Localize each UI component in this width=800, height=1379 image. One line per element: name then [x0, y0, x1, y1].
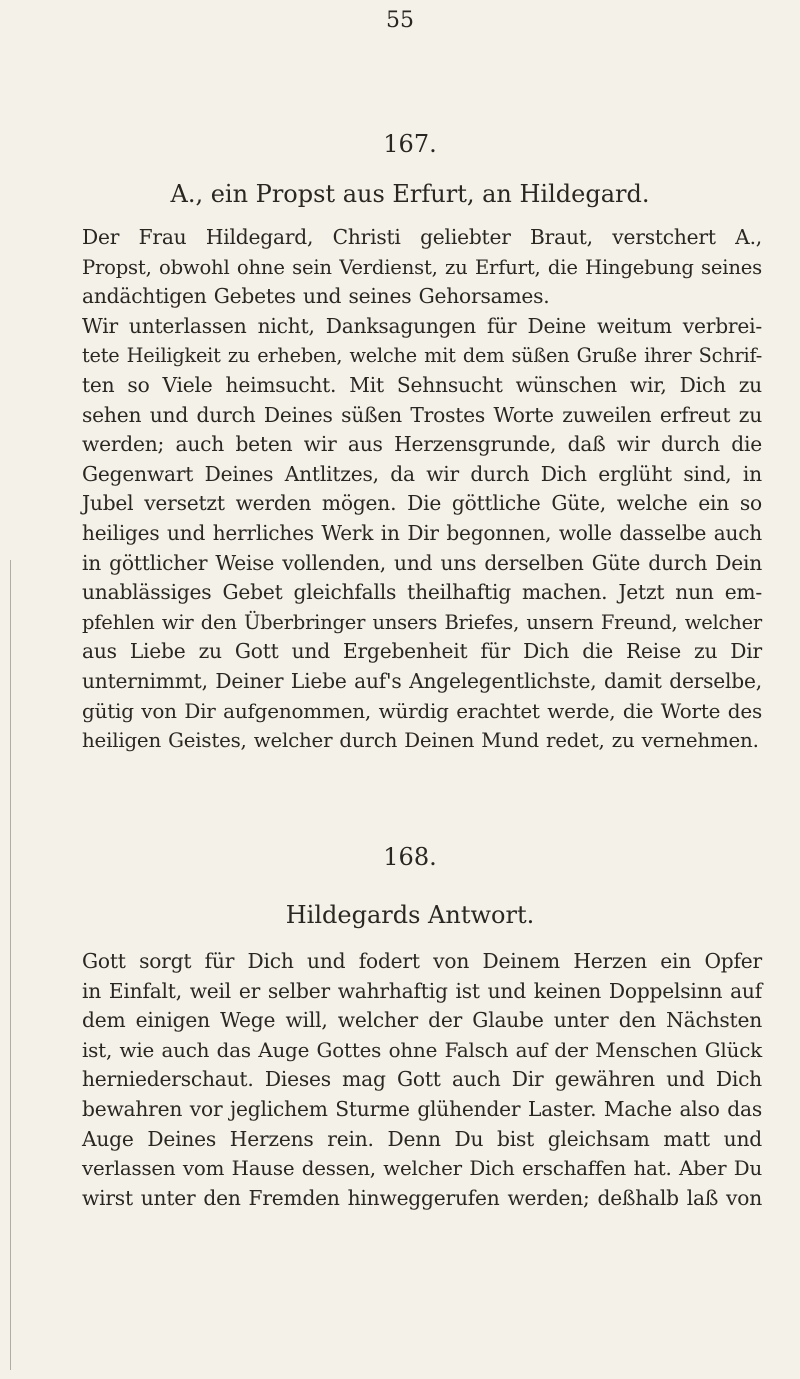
letter-body: [58, 947, 762, 1213]
paragraph: [58, 947, 762, 1213]
letter-number: 167.: [383, 130, 437, 158]
page-edge-shadow: [10, 560, 11, 1370]
text-line: Wir unterlassen nicht, Danksagungen für Deine weitum verbrei-: [82, 313, 762, 338]
text-line: Der Frau Hildegard, Christi geliebter Braut, verstchert A.,: [82, 225, 762, 249]
text-line: sehen und durch Deines süßen Trostes Worte zuweilen erfreut zu: [82, 402, 762, 427]
text-line: herniederschaut. Dieses mag Gott auch Dir gewähren und Dich: [82, 1067, 762, 1092]
text-line: dem einigen Wege will, welcher der Glaube unter den Nächsten: [82, 1008, 762, 1033]
text-line: Auge Deines Herzens rein. Denn Du bist gleichsam matt und: [82, 1126, 762, 1151]
text-line: Propst, obwohl ohne sein Verdienst, zu Erfurt, die Hingebung seines: [82, 255, 762, 279]
page-number: 55: [386, 8, 414, 33]
letter-heading: A., ein Propst aus Erfurt, an Hildegard.: [170, 180, 650, 208]
paragraph: [58, 223, 762, 312]
text-line: in Einfalt, weil er selber wahrhaftig ist und keinen Doppelsinn auf: [82, 978, 762, 1003]
letter-heading: Hildegards Antwort.: [285, 901, 535, 929]
text-line: ten so Viele heimsucht. Mit Sehnsucht wünschen wir, Dich zu: [82, 372, 762, 397]
text-line: andächtigen Gebetes und seines Gehorsames.: [82, 284, 550, 309]
text-line: Jubel versetzt werden mögen. Die göttliche Güte, welche ein so: [82, 491, 762, 516]
text-line: gütig von Dir aufgenommen, würdig erachtet werde, die Worte des: [82, 698, 762, 723]
text-line: heiligen Geistes, welcher durch Deinen Mund redet, zu vernehmen.: [82, 729, 759, 753]
text-line: ist, wie auch das Auge Gottes ohne Falsch auf der Menschen Glück: [82, 1038, 762, 1062]
letter-body: [58, 223, 762, 756]
text-line: wirst unter den Fremden hinweggerufen werden; deßhalb laß von: [82, 1185, 762, 1210]
letter-section: [58, 845, 762, 1213]
text-line: unternimmt, Deiner Liebe auf's Angelegentlichste, damit derselbe,: [82, 668, 762, 693]
text-line: Gott sorgt für Dich und fodert von Deinem Herzen ein Opfer: [82, 949, 762, 973]
letter-section: [58, 132, 762, 756]
text-line: werden; auch beten wir aus Herzensgrunde, daß wir durch die: [82, 432, 762, 457]
text-line: bewahren vor jeglichem Sturme glühender Laster. Mache also das: [82, 1096, 762, 1121]
text-line: tete Heiligkeit zu erheben, welche mit dem süßen Gruße ihrer Schrif-: [82, 344, 762, 368]
text-line: verlassen vom Hause dessen, welcher Dich erschaffen hat. Aber Du: [82, 1157, 762, 1181]
text-line: pfehlen wir den Überbringer unsers Briefes, unsern Freund, welcher: [82, 610, 762, 634]
text-line: in göttlicher Weise vollenden, und uns derselben Güte durch Dein: [82, 550, 762, 575]
text-line: aus Liebe zu Gott und Ergebenheit für Dich die Reise zu Dir: [82, 639, 762, 664]
letter-number: 168.: [383, 843, 437, 871]
text-line: unablässiges Gebet gleichfalls theilhaftig machen. Jetzt nun em-: [82, 580, 762, 605]
text-line: heiliges und herrliches Werk in Dir begonnen, wolle dasselbe auch: [82, 520, 762, 545]
text-line: Gegenwart Deines Antlitzes, da wir durch Dich erglüht sind, in: [82, 461, 762, 486]
paragraph: [58, 312, 762, 756]
